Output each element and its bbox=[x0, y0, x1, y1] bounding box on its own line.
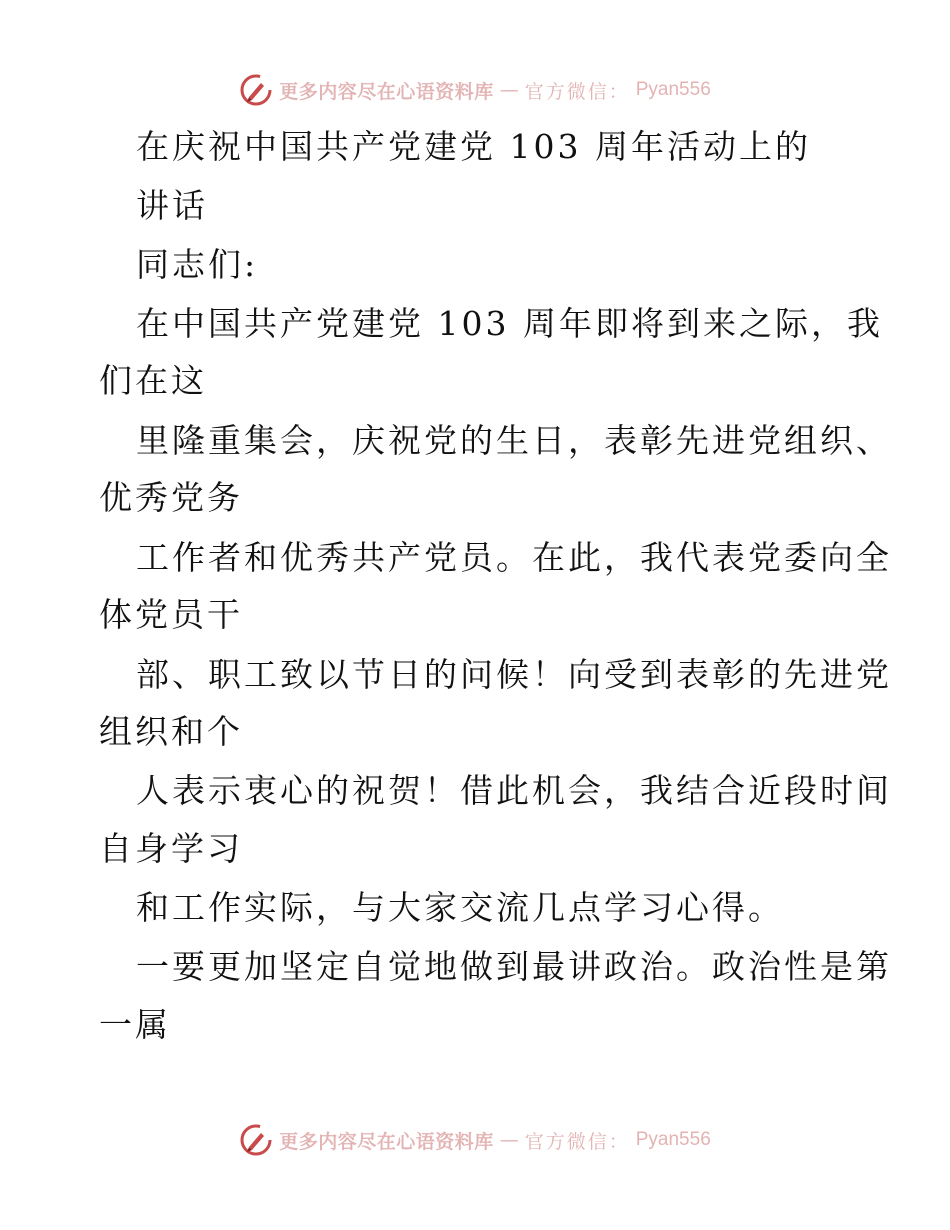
body-line: 部、职工致以节日的问候！向受到表彰的先进党 bbox=[136, 655, 892, 694]
pen-logo-icon bbox=[239, 73, 273, 107]
body-line: 一要更加坚定自觉地做到最讲政治。政治性是第 bbox=[136, 947, 892, 986]
body-line: 工作者和优秀共产党员。在此，我代表党委向全 bbox=[136, 538, 892, 577]
watermark-main-text: 更多内容尽在心语资料库 bbox=[279, 80, 494, 103]
body-line: 优秀党务 bbox=[99, 478, 243, 517]
body-line: 里隆重集会，庆祝党的生日，表彰先进党组织、 bbox=[136, 421, 892, 460]
body-line: 们在这 bbox=[99, 361, 207, 400]
watermark-dash: — bbox=[499, 1129, 519, 1151]
footer-watermark bbox=[0, 1120, 950, 1160]
body-line: 在中国共产党建党 103 周年即将到来之际，我 bbox=[136, 304, 883, 343]
title-line-1: 在庆祝中国共产党建党 103 周年活动上的 bbox=[136, 127, 811, 166]
pen-logo-icon bbox=[239, 1123, 273, 1157]
watermark-main-text: 更多内容尽在心语资料库 bbox=[279, 1130, 494, 1153]
body-line: 一属 bbox=[99, 1005, 171, 1044]
salutation: 同志们: bbox=[136, 245, 259, 284]
watermark-dash: — bbox=[499, 79, 519, 101]
watermark-wechat-id: Pyan556 bbox=[635, 79, 711, 100]
watermark-group bbox=[239, 1123, 711, 1157]
body-line: 自身学习 bbox=[99, 829, 243, 868]
watermark-group bbox=[239, 73, 711, 107]
header-watermark bbox=[0, 70, 950, 110]
watermark-wechat-id: Pyan556 bbox=[635, 1129, 711, 1150]
body-line: 和工作实际，与大家交流几点学习心得。 bbox=[136, 888, 784, 927]
body-line: 组织和个 bbox=[99, 712, 243, 751]
watermark-official-label: 官方微信： bbox=[524, 1130, 630, 1153]
title-line-2: 讲话 bbox=[136, 186, 208, 225]
body-line: 体党员干 bbox=[99, 595, 243, 634]
watermark-official-label: 官方微信： bbox=[524, 80, 630, 103]
body-line: 人表示衷心的祝贺！借此机会，我结合近段时间 bbox=[136, 771, 892, 810]
